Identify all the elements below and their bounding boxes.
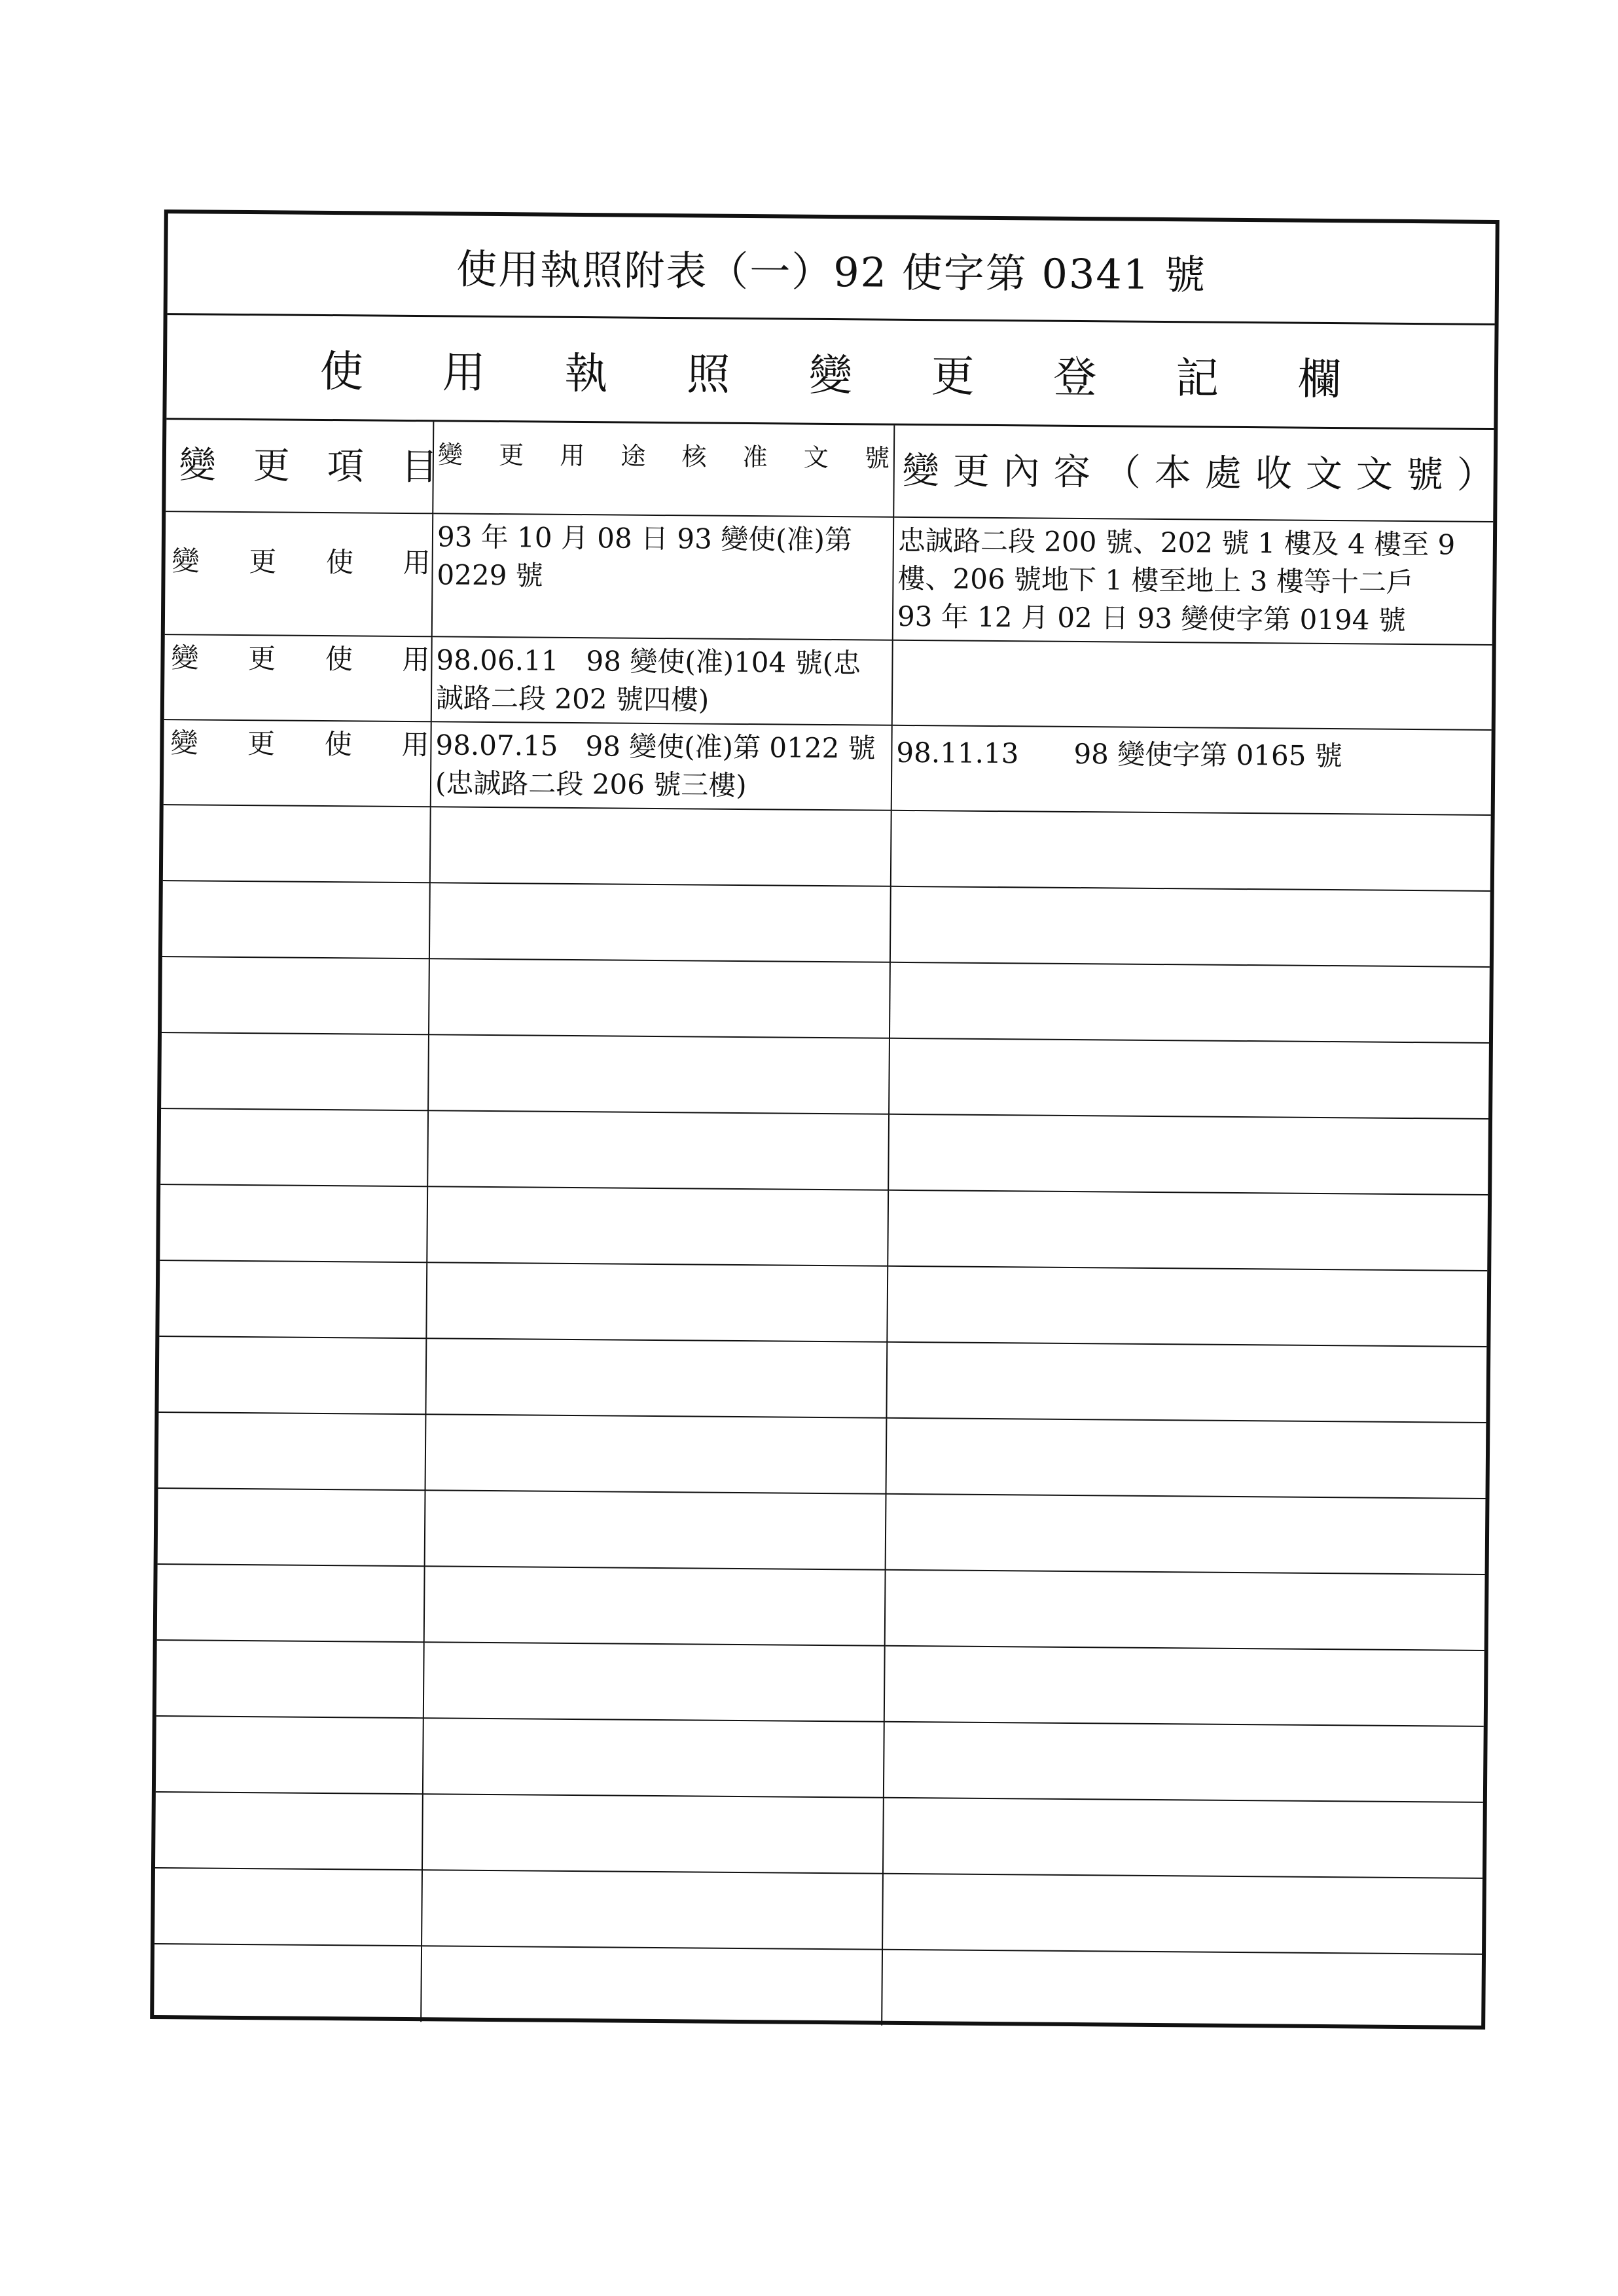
- blank-row: [157, 1564, 1485, 1650]
- spread-char: 更: [498, 440, 524, 469]
- blank-cell: [155, 1792, 423, 1870]
- blank-cell: [163, 805, 431, 883]
- blank-cell: [160, 1184, 427, 1262]
- header-content: [893, 426, 1494, 522]
- row-item-text: [169, 542, 433, 582]
- blank-cell: [890, 962, 1490, 1043]
- spread-char: 內: [1003, 450, 1041, 494]
- blank-cell: [426, 1262, 888, 1342]
- table-row: [164, 720, 1492, 815]
- blank-cell: [428, 1034, 890, 1114]
- blank-cell: [157, 1564, 425, 1642]
- row-content-cell: [891, 725, 1492, 815]
- blank-cell: [158, 1412, 426, 1490]
- spread-char: 途: [620, 441, 646, 471]
- spread-char: 容: [1053, 450, 1091, 494]
- row-item-cell: [164, 720, 431, 807]
- content-line: 98.11.13 98 變使字第 0165 號: [896, 736, 1342, 773]
- row-item-cell: [164, 634, 432, 721]
- change-record-table: [154, 420, 1494, 2026]
- spread-char: 使: [324, 727, 353, 761]
- spread-char: 使: [325, 545, 354, 579]
- blank-cell: [422, 1870, 883, 1950]
- blank-cell: [156, 1716, 423, 1794]
- spread-char: 更: [247, 727, 276, 760]
- content-line: 93 年 12 月 02 日 93 變使字第 0194 號: [897, 600, 1407, 636]
- spread-char: 變: [902, 449, 940, 492]
- spread-char: 號: [864, 443, 890, 473]
- row-content-cell: [892, 640, 1492, 730]
- table-header-row: [166, 420, 1494, 522]
- blank-row: [154, 1868, 1483, 1954]
- blank-row: [156, 1640, 1484, 1726]
- blank-row: [158, 1412, 1486, 1499]
- blank-cell: [888, 1190, 1488, 1271]
- blank-cell: [887, 1266, 1487, 1347]
- blank-cell: [427, 1186, 888, 1266]
- blank-cell: [423, 1642, 885, 1722]
- form-title: [168, 213, 1496, 325]
- blank-cell: [425, 1338, 887, 1418]
- basis-line: 98.07.15 98 變使(准)第 0122 號: [435, 729, 876, 765]
- spread-char: 用: [403, 546, 431, 579]
- subtitle-char: 記: [1175, 353, 1219, 404]
- spread-char: 更: [952, 450, 990, 493]
- blank-row: [163, 805, 1491, 891]
- subtitle-char: 照: [686, 349, 730, 400]
- form-subtitle-text: [320, 337, 1342, 407]
- basis-line: 誠路二段 202 號四樓): [435, 682, 710, 716]
- spread-char: 更: [253, 444, 291, 488]
- header-item: [166, 420, 439, 513]
- spread-char: 核: [681, 441, 707, 471]
- spread-char: 更: [247, 642, 276, 675]
- blank-cell: [886, 1494, 1486, 1575]
- spread-char: 本: [1154, 451, 1192, 494]
- blank-cell: [161, 1032, 429, 1110]
- spread-char: （: [1104, 450, 1142, 494]
- row-basis-cell: [432, 513, 893, 640]
- spread-char: 准: [742, 442, 768, 471]
- blank-cell: [154, 1868, 422, 1946]
- blank-cell: [891, 811, 1491, 891]
- header-basis-text: [438, 435, 890, 477]
- spread-char: 收: [1255, 452, 1293, 496]
- spread-char: 使: [325, 642, 353, 676]
- blank-cell: [429, 883, 891, 962]
- spread-char: 用: [402, 643, 430, 676]
- blank-cell: [886, 1418, 1486, 1499]
- basis-line: 98.06.11 98 變使(准)104 號(忠: [436, 644, 861, 680]
- blank-row: [158, 1336, 1486, 1423]
- blank-cell: [882, 1950, 1482, 2030]
- blank-cell: [159, 1260, 427, 1338]
- blank-cell: [427, 1110, 889, 1190]
- blank-row: [159, 1260, 1487, 1347]
- spread-char: 項: [327, 445, 365, 488]
- blank-cell: [154, 1944, 422, 2022]
- blank-row: [160, 1108, 1488, 1195]
- blank-cell: [884, 1646, 1484, 1726]
- subtitle-char: 更: [931, 351, 975, 402]
- row-item-text: [168, 724, 431, 764]
- blank-row: [161, 1032, 1489, 1119]
- blank-cell: [158, 1488, 425, 1566]
- spread-char: 變: [179, 443, 217, 487]
- blank-cell: [886, 1342, 1486, 1423]
- blank-cell: [156, 1640, 424, 1718]
- blank-row: [162, 881, 1490, 967]
- blank-cell: [423, 1718, 884, 1798]
- blank-cell: [882, 1874, 1483, 1954]
- blank-cell: [430, 807, 891, 886]
- blank-cell: [424, 1566, 886, 1646]
- blank-row: [156, 1716, 1484, 1802]
- blank-cell: [162, 957, 429, 1034]
- basis-line: 93 年 10 月 08 日 93 變使(准)第: [437, 520, 853, 556]
- row-basis-cell: [431, 721, 892, 811]
- blank-cell: [425, 1490, 886, 1570]
- blank-row: [160, 1184, 1488, 1271]
- spread-char: 目: [401, 445, 439, 488]
- table-row: [164, 634, 1492, 730]
- blank-cell: [160, 1108, 428, 1186]
- blank-cell: [422, 1794, 884, 1874]
- content-line: 忠誠路二段 200 號、202 號 1 樓及 4 樓至 9: [897, 524, 1456, 561]
- spread-char: 文: [1305, 452, 1343, 496]
- spread-char: 處: [1204, 452, 1242, 495]
- spread-char: 文: [803, 443, 829, 472]
- basis-line: (忠誠路二段 206 號三樓): [435, 767, 747, 802]
- spread-char: 變: [437, 439, 463, 469]
- subtitle-char: 變: [808, 350, 853, 401]
- form-title-text: 使用執照附表（一）92 使字第 0341 號: [456, 245, 1207, 299]
- blank-cell: [883, 1798, 1483, 1878]
- form-subtitle: [166, 315, 1494, 430]
- blank-cell: [889, 1038, 1489, 1119]
- table-row: [165, 511, 1493, 645]
- blank-cell: [884, 1722, 1484, 1802]
- subtitle-char: 登: [1053, 352, 1097, 403]
- spread-char: 用: [401, 728, 429, 761]
- spread-char: ）: [1456, 454, 1494, 497]
- spread-char: 文: [1356, 452, 1393, 496]
- blank-cell: [885, 1570, 1485, 1650]
- spread-char: 變: [171, 545, 200, 577]
- blank-cell: [429, 958, 890, 1038]
- row-item-cell: [165, 511, 433, 636]
- header-content-text: [899, 449, 1498, 497]
- blank-cell: [888, 1114, 1488, 1195]
- header-basis: [433, 422, 894, 517]
- blank-row: [162, 957, 1490, 1043]
- row-item-text: [168, 639, 432, 679]
- subtitle-char: 使: [319, 346, 364, 397]
- row-content-cell: [893, 517, 1493, 645]
- blank-cell: [425, 1414, 887, 1494]
- basis-line: 0229 號: [437, 558, 543, 592]
- blank-cell: [421, 1946, 882, 2026]
- blank-cell: [890, 886, 1490, 967]
- spread-char: 用: [560, 441, 585, 470]
- row-basis-cell: [431, 636, 893, 725]
- subtitle-char: 欄: [1297, 354, 1342, 405]
- spread-char: 變: [171, 642, 199, 674]
- blank-cell: [158, 1336, 426, 1414]
- blank-cell: [162, 881, 430, 958]
- subtitle-char: 執: [564, 348, 608, 399]
- spread-char: 更: [249, 545, 277, 578]
- header-item-text: [170, 443, 447, 488]
- blank-row: [158, 1488, 1486, 1575]
- subtitle-char: 用: [442, 347, 486, 398]
- spread-char: 號: [1406, 453, 1444, 496]
- content-line: 樓、206 號地下 1 樓至地上 3 樓等十二戶: [897, 562, 1414, 599]
- registration-form: [150, 210, 1500, 2030]
- spread-char: 變: [170, 727, 198, 759]
- blank-row: [154, 1944, 1482, 2030]
- blank-row: [155, 1792, 1483, 1878]
